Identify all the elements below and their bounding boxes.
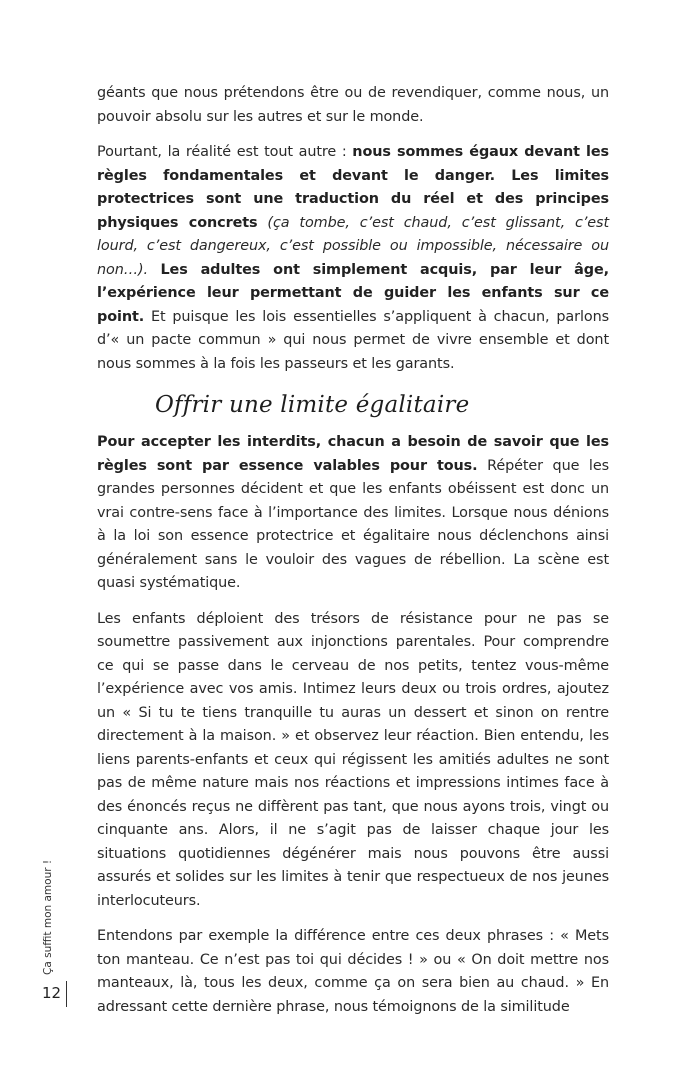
- paragraph-2-bold-1: nous sommes égaux devant les règles fondamentales et devant le danger. Les limites protectrices sont une traduction du réel et des principes physiques concrets: [97, 144, 609, 231]
- paragraph-2-bold-2: Les adultes ont simplement acquis, par leur âge, l’expérience leur permettant de guider les enfants sur ce point.: [97, 261, 610, 325]
- paragraph-2-ending: Et puisque les lois essentielles s’appliquent à chacun, parlons d’« un pacte commun » qui nous permet de vivre ensemble et dont nous sommes à la fois les passeurs et les garants.: [97, 308, 609, 372]
- section-paragraph-1: [97, 431, 609, 596]
- section-heading: Offrir une limite égalitaire: [155, 392, 470, 418]
- section-paragraph-3-text: Entendons par exemple la différence entre ces deux phrases : « Mets ton manteau. Ce n’est pas toi qui décides ! » ou « On doit mettre nos manteaux, là, tous les deux, comme ça on sera bien au chaud. » En adressant cette dernière phrase, nous témoignons de la similitude: [97, 928, 609, 1015]
- folio-divider: [66, 981, 67, 1007]
- running-title: Ça suffit mon amour !: [42, 859, 54, 975]
- body-text-top: [97, 82, 609, 388]
- section-paragraph-1-text: Répéter que les grandes personnes décident et que les enfants obéissent est donc un vrai contre-sens face à l’importance des limites. Lorsque nous dénions à la loi son essence protectrice et égalitaire nous déclenchons ainsi généralement sans le vouloir des vagues de rébellion. La scène est quasi systématique.: [97, 457, 609, 591]
- paragraph-1: [97, 82, 609, 129]
- body-text-section: [97, 431, 609, 1031]
- page-number: 12: [42, 984, 62, 1002]
- section-paragraph-3: [97, 925, 609, 1019]
- paragraph-1-text: géants que nous prétendons être ou de revendiquer, comme nous, un pouvoir absolu sur les autres et sur le monde.: [97, 85, 609, 125]
- section-paragraph-2: [97, 608, 609, 914]
- section-paragraph-2-text: Les enfants déploient des trésors de résistance pour ne pas se soumettre passivement aux injonctions parentales. Pour comprendre ce qui se passe dans le cerveau de nos petits, tentez vous-même l’expérience avec vos amis. Intimez leurs deux ou trois ordres, ajoutez un « Si tu te tiens tranquille tu auras un dessert et sinon on rentre directement à la maison. » et observez leur réaction. Bien entendu, les liens parents-enfants et ceux qui régissent les amitiés adultes ne sont pas de même nature mais nos réactions et impressions intimes face à des énoncés reçus ne diffèrent pas tant, que nous ayons trois, vingt ou cinquante ans. Alors, il ne s’agit pas de laisser chaque jour les situations quotidiennes dégénérer mais nous pouvons être aussi assurés et solides sur les limites à tenir que respectueux de nos jeunes interlocuteurs.: [97, 610, 609, 909]
- paragraph-2-italic: (ça tombe, c’est chaud, c’est glissant, c’est lourd, c’est dangereux, c’est possible ou impossible, nécessaire ou non…).: [97, 214, 609, 278]
- paragraph-2: [97, 141, 609, 376]
- section-paragraph-1-bold: Pour accepter les interdits, chacun a besoin de savoir que les règles sont par essence valables pour tous.: [97, 434, 609, 474]
- paragraph-2-intro: Pourtant, la réalité est tout autre :: [97, 144, 353, 160]
